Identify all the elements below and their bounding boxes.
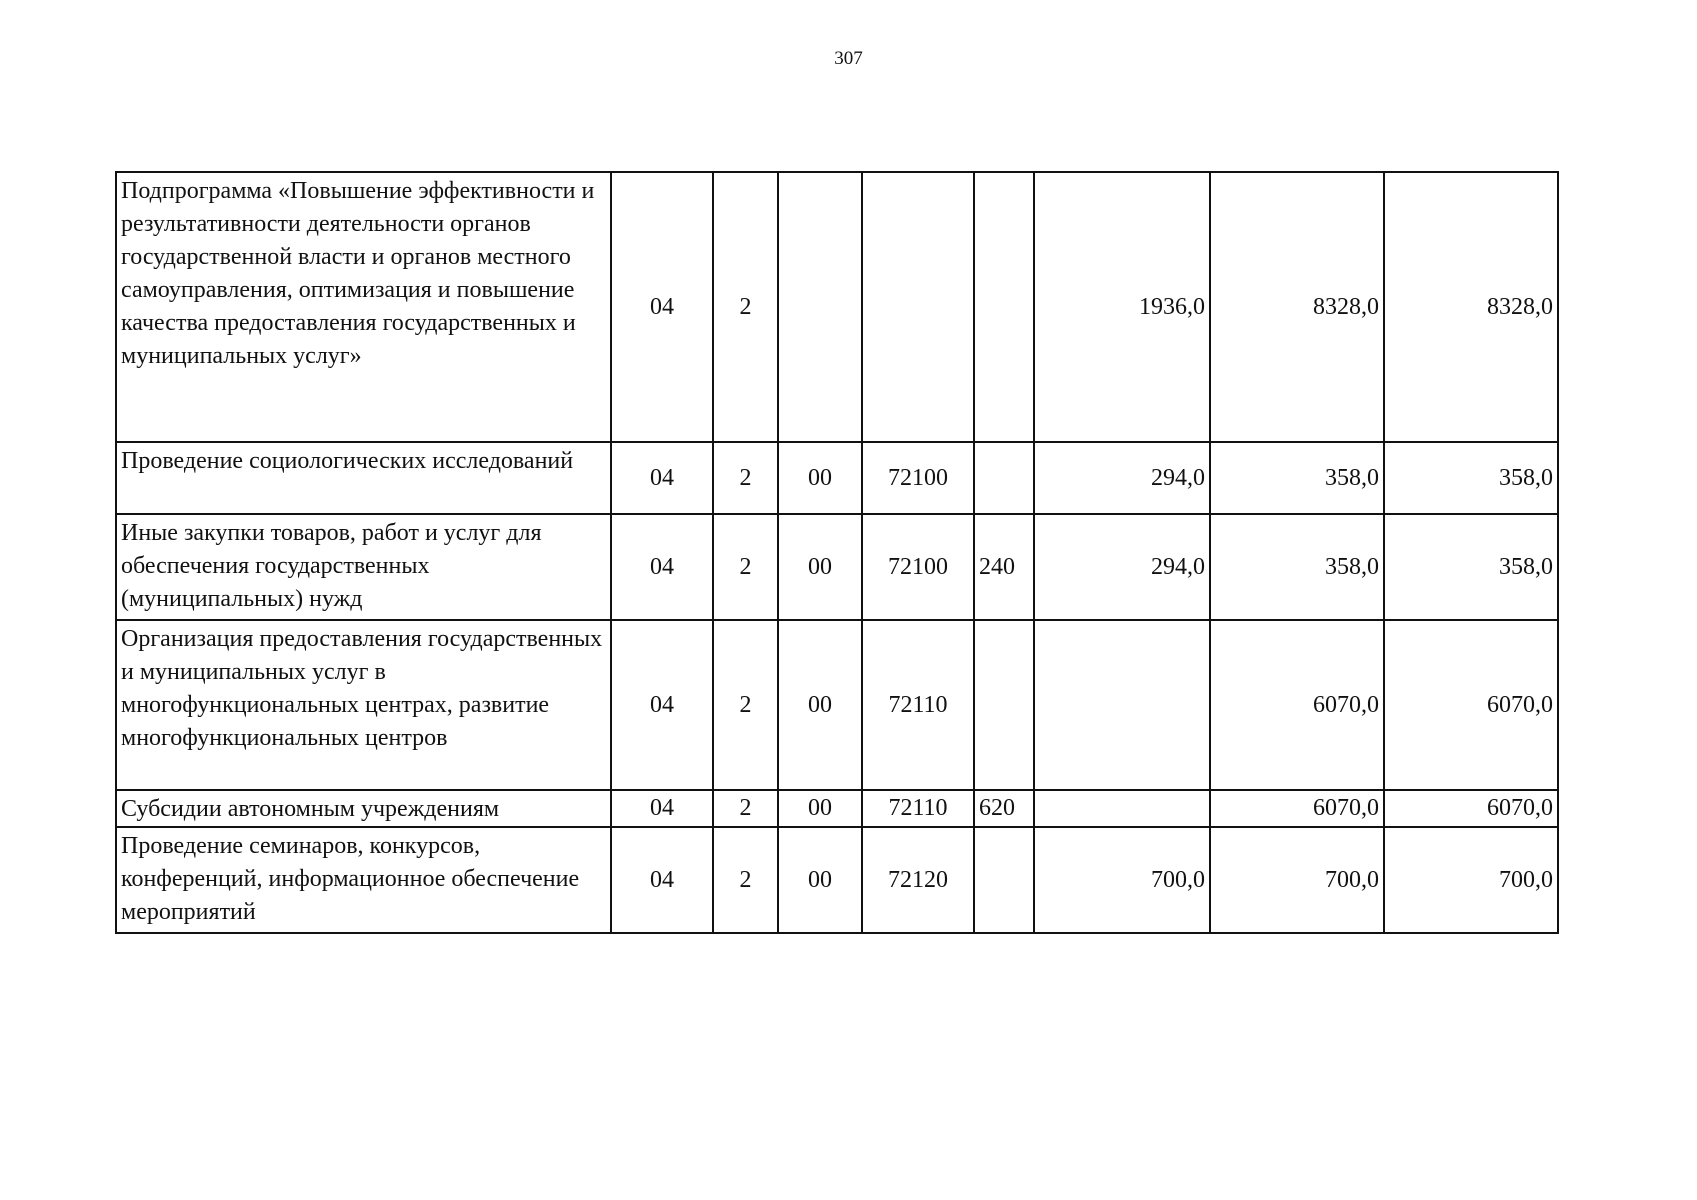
target-article-code-cell: 72120 (862, 827, 974, 933)
amount-year2-cell: 358,0 (1210, 514, 1384, 620)
table-row (116, 827, 1558, 933)
section-cell: 04 (611, 442, 713, 514)
row-name-cell: Субсидии автономным учреждениям (116, 790, 611, 827)
amount-year3-cell: 6070,0 (1384, 620, 1558, 790)
target-article-code-cell: 72100 (862, 514, 974, 620)
page-number: 307 (834, 48, 863, 69)
subsection-cell: 2 (713, 827, 778, 933)
section-cell: 04 (611, 827, 713, 933)
section-cell: 04 (611, 172, 713, 442)
amount-year2-cell: 6070,0 (1210, 790, 1384, 827)
amount-year1-cell: 1936,0 (1034, 172, 1210, 442)
section-cell: 04 (611, 790, 713, 827)
target-article-prefix-cell: 00 (778, 442, 862, 514)
target-article-prefix-cell: 00 (778, 790, 862, 827)
amount-year2-cell: 358,0 (1210, 442, 1384, 514)
target-article-code-cell: 72100 (862, 442, 974, 514)
target-article-code-cell (862, 172, 974, 442)
target-article-prefix-cell (778, 172, 862, 442)
row-name-cell: Иные закупки товаров, работ и услуг для обеспечения государственных (муниципальных) нужд (116, 514, 611, 620)
target-article-prefix-cell: 00 (778, 827, 862, 933)
expense-type-cell: 240 (974, 514, 1034, 620)
amount-year1-cell (1034, 790, 1210, 827)
amount-year1-cell: 294,0 (1034, 514, 1210, 620)
amount-year2-cell: 6070,0 (1210, 620, 1384, 790)
amount-year3-cell: 358,0 (1384, 514, 1558, 620)
subsection-cell: 2 (713, 620, 778, 790)
expense-type-cell (974, 827, 1034, 933)
amount-year3-cell: 8328,0 (1384, 172, 1558, 442)
amount-year2-cell: 8328,0 (1210, 172, 1384, 442)
section-cell: 04 (611, 514, 713, 620)
row-name-cell: Организация предоставления государственных и муниципальных услуг в многофункциональных центрах, развитие многофункциональных центров (116, 620, 611, 790)
subsection-cell: 2 (713, 790, 778, 827)
amount-year3-cell: 358,0 (1384, 442, 1558, 514)
table-row (116, 790, 1558, 827)
expense-type-cell (974, 620, 1034, 790)
expense-type-cell: 620 (974, 790, 1034, 827)
amount-year1-cell: 294,0 (1034, 442, 1210, 514)
subsection-cell: 2 (713, 442, 778, 514)
table-row (116, 172, 1558, 442)
expense-type-cell (974, 442, 1034, 514)
amount-year2-cell: 700,0 (1210, 827, 1384, 933)
table-row (116, 620, 1558, 790)
row-name-cell: Проведение семинаров, конкурсов, конференций, информационное обеспечение мероприятий (116, 827, 611, 933)
row-name-cell: Проведение социологических исследований (116, 442, 611, 514)
target-article-prefix-cell: 00 (778, 620, 862, 790)
budget-table (115, 171, 1559, 934)
expense-type-cell (974, 172, 1034, 442)
subsection-cell: 2 (713, 514, 778, 620)
target-article-prefix-cell: 00 (778, 514, 862, 620)
section-cell: 04 (611, 620, 713, 790)
amount-year1-cell (1034, 620, 1210, 790)
amount-year1-cell: 700,0 (1034, 827, 1210, 933)
table-row (116, 442, 1558, 514)
target-article-code-cell: 72110 (862, 790, 974, 827)
target-article-code-cell: 72110 (862, 620, 974, 790)
subsection-cell: 2 (713, 172, 778, 442)
amount-year3-cell: 700,0 (1384, 827, 1558, 933)
row-name-cell: Подпрограмма «Повышение эффективности и результативности деятельности органов государственной власти и органов местного самоуправления, оптимизация и повышение качества предоставления государственных и муниципальных услуг» (116, 172, 611, 442)
amount-year3-cell: 6070,0 (1384, 790, 1558, 827)
table-row (116, 514, 1558, 620)
